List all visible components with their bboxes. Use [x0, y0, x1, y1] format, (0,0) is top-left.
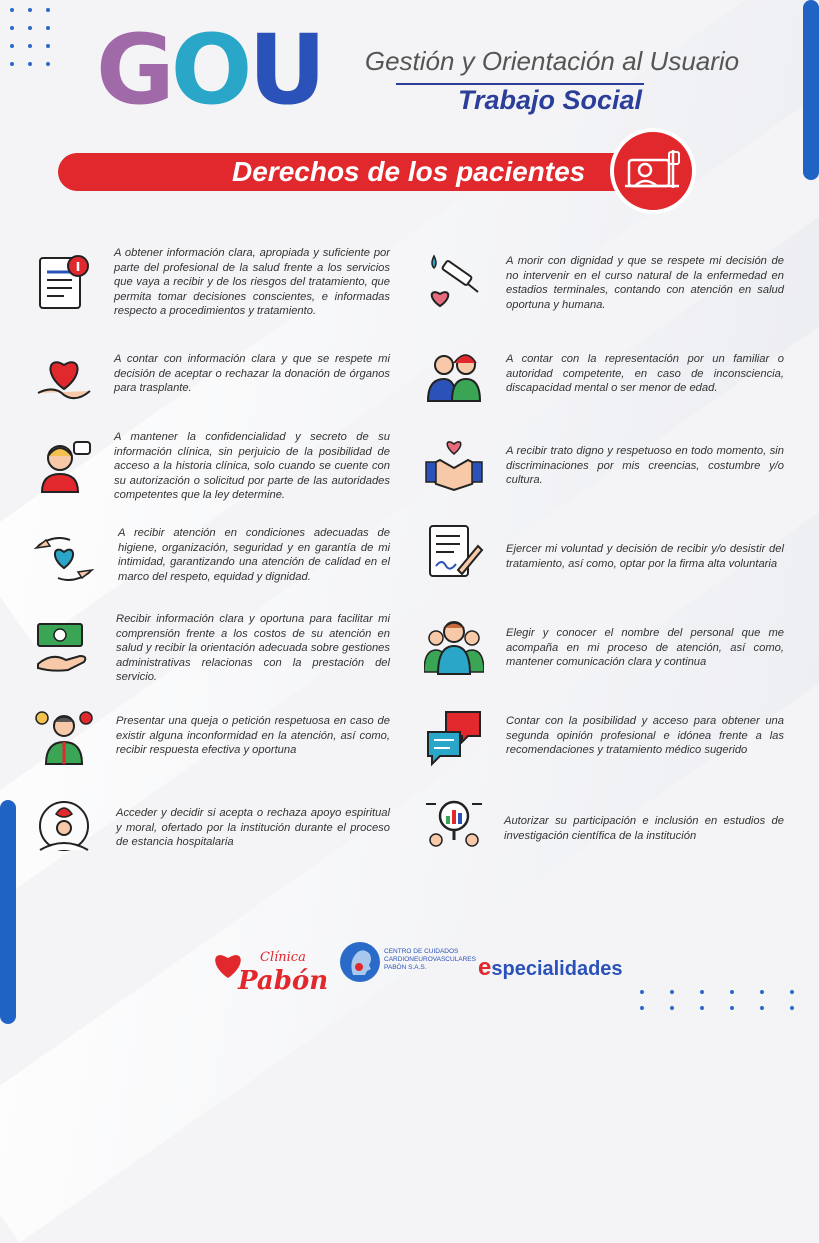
especialidades-label: specialidades — [491, 958, 623, 980]
signature-document-icon — [424, 522, 484, 582]
right-item-text: Contar con la posibilidad y acceso para obtener una segunda opinión profesional e idónea frente a las recomendaciones y tratamiento médico sugerido — [506, 715, 784, 757]
complaint-person-icon — [34, 708, 94, 768]
care-hands-icon — [34, 528, 94, 588]
gou-logo: GOU — [96, 14, 323, 126]
banner-title: Derechos de los pacientes — [232, 156, 586, 187]
clinica-pabon-logo — [208, 940, 329, 1000]
header-title: Gestión y Orientación al Usuario — [364, 46, 740, 76]
family-representative-icon — [424, 345, 484, 405]
head-profile-icon — [340, 942, 380, 982]
spiritual-meditation-icon — [34, 798, 94, 858]
syringe-heart-icon — [424, 252, 484, 312]
research-magnifier-icon — [424, 796, 484, 856]
confidential-person-icon — [34, 436, 94, 496]
corner-accent-bar — [0, 800, 16, 1024]
left-item-text: A mantener la confidencialidad y secreto de su información clínica, sin perjuicio de la posibilidad de acceso a la historia clínica, solo cuando se cuente con su autorización o solicitud por parte de las autoridades competentes que la ley determine. — [114, 431, 390, 502]
especialidades-e: e — [478, 954, 492, 981]
medical-staff-icon — [424, 616, 484, 676]
right-item-text: Ejercer mi voluntad y decisión de recibir y/o desistir del tratamiento, así como, optar por la firma alta voluntaria — [506, 543, 784, 570]
hospital-bed-icon — [610, 128, 696, 214]
decorative-dots — [10, 8, 50, 66]
centro-line-1: CENTRO DE CUIDADOS — [384, 948, 459, 955]
left-item-text: A contar con información clara y que se respete mi decisión de aceptar o rechazar la donación de órganos para trasplante. — [114, 353, 390, 395]
money-hand-icon — [34, 616, 94, 676]
right-item-text: A recibir trato digno y respetuoso en todo momento, sin discriminaciones por mis creencias, costumbre y/o cultura. — [506, 445, 784, 487]
right-item-text: Elegir y conocer el nombre del personal que me acompaña en mi proceso de atención, así como, mantener comunicación clara y continua — [506, 627, 784, 669]
left-item-text: Presentar una queja o petición respetuosa en caso de existir alguna inconformidad en la atención, así como, recibir respuesta efectiva y oportuna — [116, 715, 390, 757]
chat-bubbles-icon — [424, 708, 484, 768]
left-item-text: Recibir información clara y oportuna para facilitar mi comprensión frente a los costos de su atención en salud y recibir la orientación adecuada sobre gestiones administrativas relacionas con la prestación del servicio. — [116, 613, 390, 684]
right-item-text: Autorizar su participación e inclusión en estudios de investigación científica de la institución — [504, 815, 784, 842]
centro-line-2: CARDIONEUROVASCULARES — [384, 956, 476, 963]
centro-cuidados-logo — [340, 940, 476, 990]
left-item-text: Acceder y decidir si acepta o rechaza apoyo espiritual y moral, ofertado por la institución durante el proceso de estancia hospitalaria — [116, 807, 390, 849]
centro-line-3: PABÓN S.A.S. — [384, 964, 427, 971]
heart-donation-icon — [34, 345, 94, 405]
corner-accent-bar — [803, 0, 819, 180]
decorative-dots — [640, 990, 819, 1010]
right-item-text: A contar con la representación por un familiar o autoridad competente, en caso de inconsciencia, discapacidad mental o ser menor de edad. — [506, 353, 784, 395]
left-item-text: A obtener información clara, apropiada y suficiente por parte del profesional de la salud frente a los servicios que vaya a recibir y de los riesgos del tratamiento, que permita tomar decisiones conscientes, e informadas respecto a procedimientos y tratamiento. — [114, 247, 390, 318]
pabon-label: Pabón — [238, 966, 329, 996]
left-item-text: A recibir atención en condiciones adecuadas de higiene, organización, seguridad y en garantía de mi intimidad, garantizando una atención de calidad en el marco del respeto, equidad y dignidad. — [118, 527, 390, 583]
header-subtitle: Trabajo Social — [457, 85, 643, 115]
document-info-icon — [34, 252, 94, 312]
handshake-heart-icon — [424, 436, 484, 496]
clinica-label: Clínica — [260, 950, 306, 965]
right-item-text: A morir con dignidad y que se respete mi decisión de no intervenir en el curso natural de la enfermedad en estadios terminales, contando con atención en salud oportuna y humana. — [506, 255, 784, 311]
especialidades-logo — [478, 954, 623, 982]
